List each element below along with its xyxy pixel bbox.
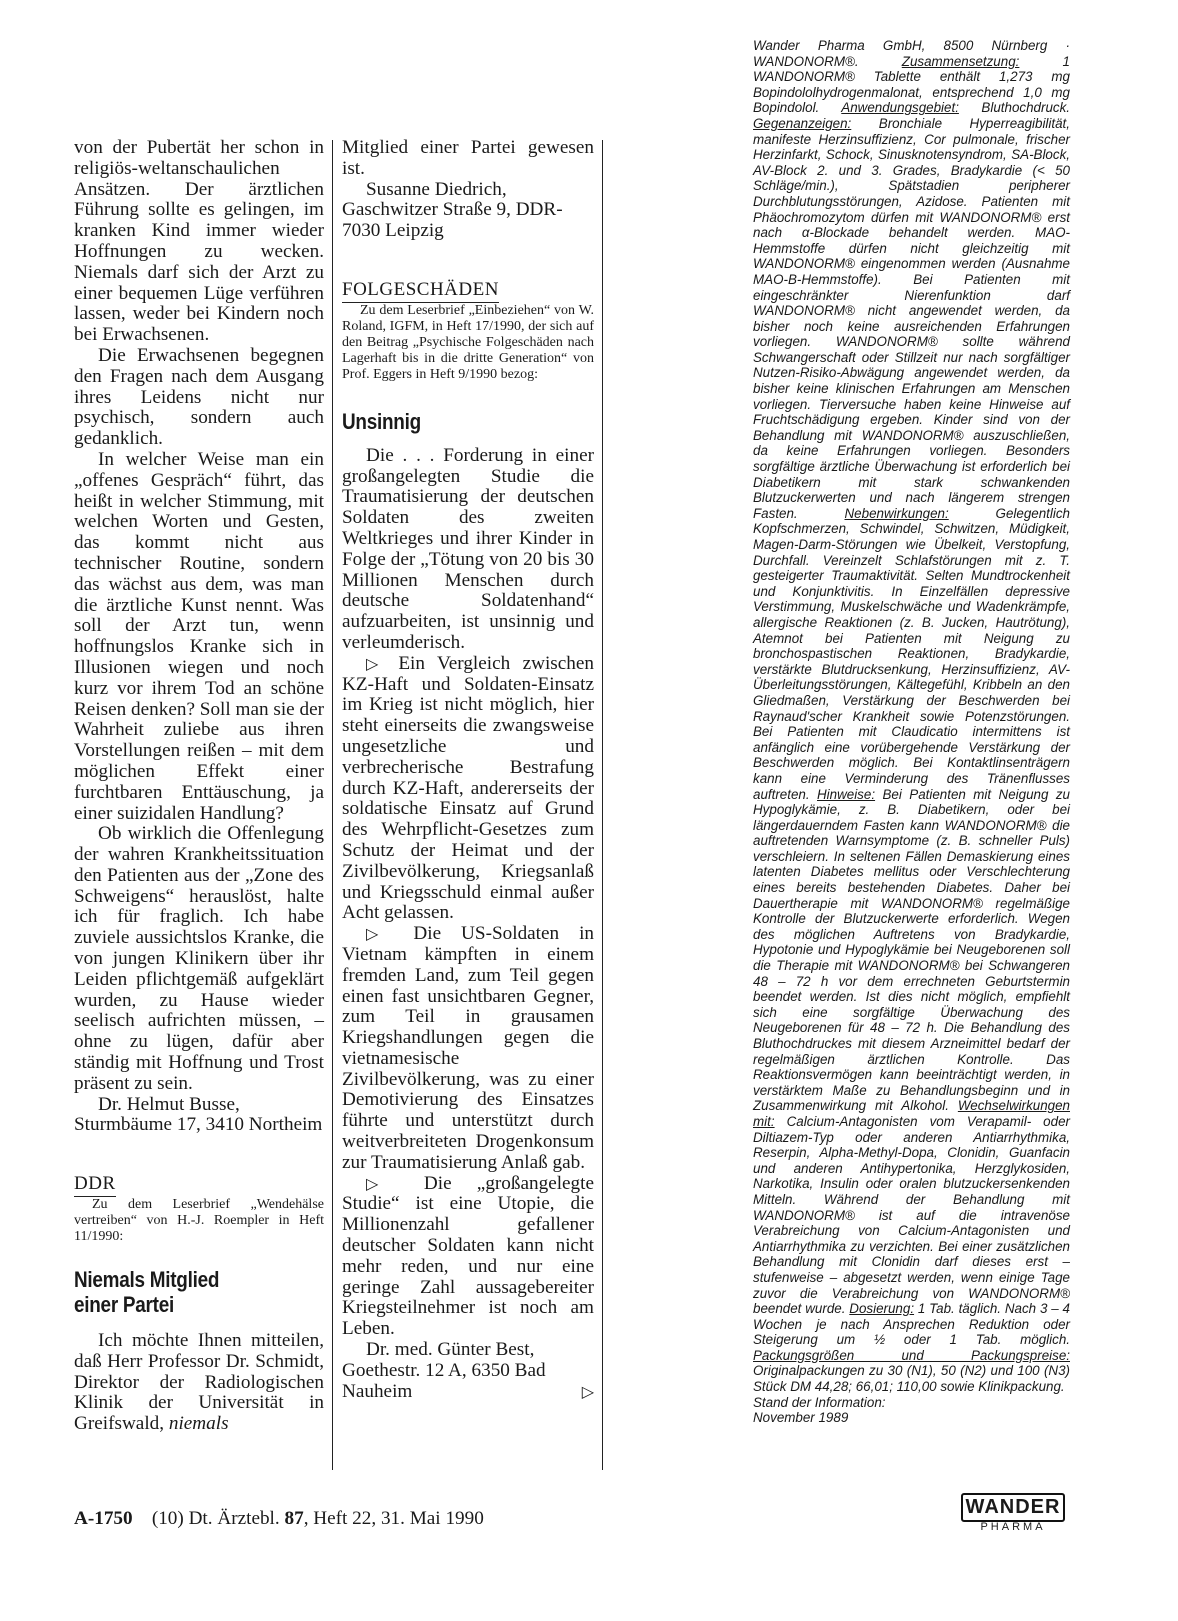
logo-wordmark: WANDER: [961, 1493, 1065, 1522]
advert-text: Originalpackungen zu 30 (N1), 50 (N2) und 100 (N3) Stück DM 44,28; 66,01; 110,00 sowie Klinikpackung.: [753, 1363, 1070, 1395]
article-headline: Unsinnig: [342, 408, 421, 434]
advert-text: Bei Patienten mit Neigung zu Hypoglykämie, z. B. Diabetikern, oder bei längerdauerndem Fasten kann WANDONORM® die auftretenden Warnsymptome (z. B. schneller Puls) verschleiern. In seltenen Fällen Demaskierung eines latenten Diabetes mellitus oder Verschlechterung eines bereits bestehenden Diabetes. Daher bei Dauertherapie mit WANDONORM® regelmäßige Kontrolle der Blutzuckerwerte erforderlich. Wegen des möglichen Auftretens von Bradykardie, Hypotonie und Hypoglykämie bei Neugeborenen soll die Therapie mit WANDONORM® bei Schwangeren 48 – 72 h vor dem errechneten Geburtstermin beendet werden. Ist dies nicht möglich, empfiehlt sich eine sorgfältige Überwachung des Neugeborenen für 48 – 72 h. Die Behandlung des Bluthochdruckes mit diesem Arzneimittel bedarf der regelmäßigen ärztlichen Kontrolle. Das Reaktionsvermögen kann beeinträchtigt werden, in verstärktem Maße zu Behandlungsbeginn und in Zusammenwirkung mit Alkohol.: [753, 786, 1070, 1114]
bullet-paragraph: ▷ Ein Vergleich zwischen KZ-Haft und Soldaten-Einsatz im Krieg ist nicht möglich, hier steht einerseits die zwangsweise ungesetzliche und verbrecherische Bestrafung durch KZ-Haft, andererseits der soldatische Einsatz auf Grund des Wehrpflicht-Gesetzes zum Schutz der Heimat und der Zivilbevölkerung, Kriegsanlaß und Kriegsschuld einmal außer Acht gelassen.: [342, 652, 594, 924]
advert-text: Bronchiale Hyperreagibilität, manifeste Herzinsuffizienz, Cor pulmonale, frischer Herzinfarkt, Schock, Sinusknotensyndrom, SA-Block, AV-Block 2. und 3. Grades, Bradykardie (< 50 Schläge/min.), Spätstadien peripherer Durchblutungsstörungen, Azidose. Patienten mit Phäochromozytom dürfen mit WANDONORM® erst nach α-Blockade behandelt werden. MAO-Hemmstoffe dürfen nicht gleichzeitig mit WANDONORM® eingenommen werden (Ausnahme MAO-B-Hemmstoffe). Bei Patienten mit eingeschränkter Nierenfunktion darf WANDONORM® nicht angewendet werden, da bisher noch keine ausreichenden Erfahrungen vorliegen. WANDONORM® sollte während Schwangerschaft oder Stillzeit nur nach sorgfältiger Nutzen-Risiko-Abwägung angewendet werden, da bisher keine klinischen Erfahrungen am Menschen vorliegen. Tierversuche haben keine Hinweise auf Fruchtschädigung ergeben. Kinder sind von der Behandlung mit WANDONORM® auszuschließen, da keine Erfahrungen vorliegen. Besonders sorgfältige ärztliche Überwachung ist erforderlich bei Diabetikern mit stark schwankenden Blutzuckerwerten und nach längerem strengen Fasten.: [753, 115, 1070, 521]
triangle-bullet-icon: ▷: [366, 924, 394, 944]
advert-label: Dosierung:: [849, 1301, 915, 1317]
bullet-paragraph: ▷ Die US-Soldaten in Vietnam kämpften in einem fremden Land, zum Teil gegen einen fast unsichtbaren Gegner, zum Teil in grausamen Kriegshandlungen gegen die vietnamesische Zivilbevölkerung, was zu einer Demotivierung des Einsatzes führte und unterstützt durch weitverbreiteten Drogenkonsum zur Traumatisierung Anlaß gab.: [342, 923, 594, 1173]
letter-reference: Zu dem Leserbrief „Einbeziehen“ von W. Roland, IGFM, in Heft 17/1990, der sich auf den Beitrag „Psychische Folgeschäden nach Lagerhaft bis in die dritte Generation“ von Prof. Eggers in Heft 9/1990 bezog:: [342, 302, 594, 382]
advert-label: Anwendungsgebiet:: [841, 100, 959, 116]
issue-prefix: (10) Dt. Ärztebl.: [151, 1508, 280, 1529]
article-paragraph: In welcher Weise man ein „offenes Gespräch“ führt, das heißt in welcher Stimmung, mit welchen Worten und Gesten, das kommt nicht aus technischer Routine, sondern das wächst aus dem, was man die ärztliche Kunst nennt. Was soll der Arzt tun, wenn hoffnungslos Kranke sich in Illusionen wiegen und noch kurz vor ihrem Tod an schöne Reisen denken? Soll man sie der Wahrheit zuliebe aus ihren Vorstellungen reißen – mit dem möglichen Effekt einer furchtbaren Enttäuschung, ja einer suizidalen Handlung?: [74, 448, 324, 824]
advert-lead: Wander Pharma GmbH, 8500 Nürnberg · WANDONORM®.: [753, 38, 1070, 69]
column-divider: [332, 140, 333, 1470]
advert-text: Bluthochdruck.: [958, 100, 1071, 116]
section-kicker: FOLGESCHÄDEN: [342, 280, 499, 303]
article-paragraph: von der Pubertät her schon in religiös-weltanschaulichen Ansätzen. Der ärztlichen Führung sollte es gelingen, im kranken Kind immer wieder Hoffnungen zu wecken. Niemals darf sich der Arzt zu einer bequemen Lüge verführen lassen, weder bei Kindern noch bei Erwachsenen.: [74, 137, 324, 346]
end-triangle-icon: ▷: [581, 1381, 594, 1401]
author-signature: Dr. Helmut Busse, Sturmbäume 17, 3410 Northeim: [74, 1093, 323, 1136]
advert-label: Zusammensetzung:: [901, 53, 1020, 69]
article-paragraph: Ich möchte Ihnen mitteilen, daß Herr Professor Dr. Schmidt, Direktor der Radiologischen Klinik der Universität in Greifswald, niemals: [74, 1330, 324, 1435]
triangle-bullet-icon: ▷: [366, 653, 386, 673]
advert-text: 1 Tab. täglich. Nach 3 – 4 Wochen je nach Ansprechen Reduktion oder Steigerung um ½ oder 1 Tab. möglich.: [753, 1301, 1070, 1348]
article-paragraph: Die Erwachsenen begegnen den Fragen nach dem Ausgang ihres Leidens nicht nur psychisch, sondern auch gedanklich.: [74, 344, 324, 450]
bullet-paragraph: ▷ Die „großangelegte Studie“ ist eine Utopie, die Millionenzahl gefallener deutscher Soldaten kann nicht mehr reden, und nur eine geringe Zahl aussagebereiter Kriegsteilnehmer ist noch am Leben.: [342, 1172, 594, 1340]
section-kicker: DDR: [74, 1174, 116, 1197]
article-column-2: [342, 138, 594, 1402]
advert-label: Hinweise:: [817, 786, 876, 802]
logo-subtitle: PHARMA: [980, 1521, 1046, 1533]
author-signature: Susanne Diedrich, Gaschwitzer Straße 9, DDR-7030 Leipzig: [342, 178, 563, 242]
advert-label: Packungsgrößen und Packungspreise:: [753, 1347, 1070, 1363]
article-column-1: [74, 138, 324, 1435]
advert-text: Gelegentlich Kopfschmerzen, Schwindel, Schwitzen, Müdigkeit, Magen-Darm-Störungen wie Übelkeit, Verstopfung, Durchfall. Vereinzelt Schlafstörungen mit z. T. gesteigerter Traumaktivität. Selten Mundtrockenheit und Konjunktivitis. In Einzelfällen depressive Verstimmung, Muskelschwäche und Wadenkrämpfe, allergische Reaktionen (z. B. Jucken, Hautrötung), Atemnot bei Patienten mit Neigung zu bronchospastischen Reaktionen, Bradykardie, verstärkte Blutdrucksenkung, Herzinsuffizienz, AV-Überleitungsstörungen, Kältegefühl, Kribbeln an den Gliedmaßen, Verstärkung der Beschwerden bei Raynaud'scher Krankheit sowie Potenzstörungen. Bei Patienten mit Claudicatio intermittens ist anfänglich eine vorübergehende Verstärkung der Beschwerden möglich. Bei Kontaktlinsenträgern kann eine Verminderung des Tränenflusses auftreten.: [753, 505, 1070, 802]
volume-number: 87: [284, 1508, 304, 1529]
drug-information-advert: [753, 38, 1070, 1426]
page-number: A-1750: [74, 1508, 133, 1529]
advert-text: Calcium-Antagonisten vom Verapamil- oder Diltiazem-Typ oder anderen Antiarrhythmika, Reserpin, Alpha-Methyl-Dopa, Clonidin, Guanfacin und anderen Antihypertonika, Herzglykosiden, Narkotika, Insulin oder oralen blutzuckersenkenden Mitteln. Während der Behandlung mit WANDONORM® ist auf die intravenöse Verabreichung von Calcium-Antagonisten und Antiarrhythmika zu verzichten. Bei einer zusätzlichen Behandlung mit Clonidin darf dieses erst – stufenweise – abgesetzt werden, wenn einige Tage zuvor die Verabreichung von WANDONORM® beendet wurde.: [753, 1113, 1070, 1317]
advert-label: Nebenwirkungen:: [844, 505, 949, 521]
article-headline: Niemals Mitglied einer Partei: [74, 1267, 220, 1318]
advert-stand: Stand der Information: November 1989: [753, 1394, 886, 1426]
article-paragraph: Ob wirklich die Offenlegung der wahren Krankheitssituation den Patienten aus der „Zone des Schweigens“ herauslöst, halte ich für fraglich. Ich habe zuviele aussichtslos Kranke, die von jungen Klinikern über ihr Leiden pflichtgemäß aufgeklärt wurden, zu Hause wieder seelisch aufrichten müssen, – ohne zu lügen, dafür aber ständig mit Hoffnung und Trost präsent zu sein.: [74, 823, 324, 1094]
triangle-bullet-icon: ▷: [366, 1173, 399, 1193]
advert-text: 1 WANDONORM® Tablette enthält 1,273 mg Bopindololhydrogenmalonat, entsprechend 1,0 mg Bopindolol.: [753, 53, 1070, 116]
advert-label: Gegenanzeigen:: [753, 115, 852, 131]
author-signature: Dr. med. Günter Best, Goethestr. 12 A, 6350 Bad Nauheim ▷: [342, 1339, 594, 1402]
letter-reference: Zu dem Leserbrief „Wendehälse vertreiben“ von H.-J. Roempler in Heft 11/1990:: [74, 1197, 324, 1245]
page-footer: [74, 1508, 484, 1530]
column-divider: [602, 140, 603, 1470]
advert-label: Wechselwirkungen mit:: [753, 1098, 1070, 1129]
article-paragraph: Die . . . Forderung in einer großangelegten Studie die Traumatisierung der deutschen Soldaten des zweiten Weltkrieges und ihrer Kinder in Folge der „Tötung von 20 bis 30 Millionen Menschen durch deutsche Soldatenhand“ aufzuarbeiten, ist unsinnig und verleumderisch.: [342, 444, 594, 653]
article-paragraph: Mitglied einer Partei gewesen ist.: [342, 137, 594, 179]
wander-pharma-logo: [961, 1493, 1065, 1537]
issue-suffix: , Heft 22, 31. Mai 1990: [303, 1508, 484, 1529]
